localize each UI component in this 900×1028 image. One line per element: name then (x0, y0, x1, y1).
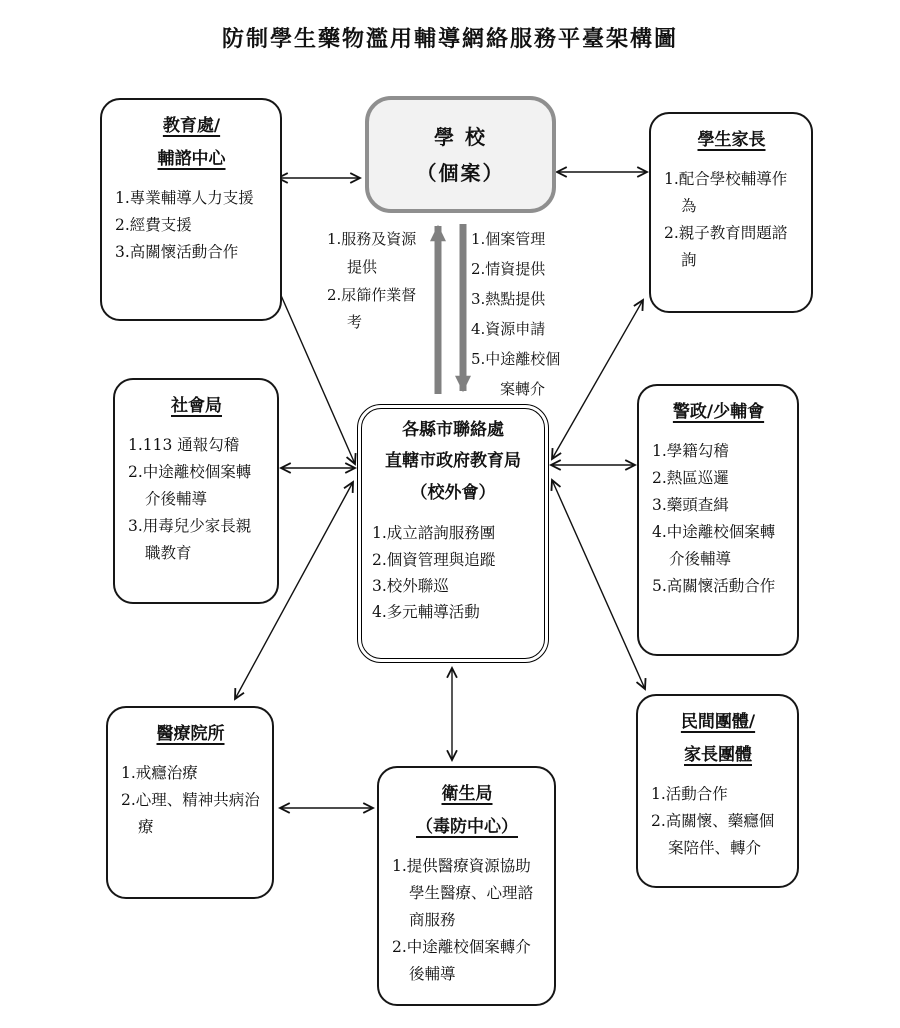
flow-item: 2.情資提供 (471, 260, 546, 278)
page-title: 防制學生藥物濫用輔導網絡服務平臺架構圖 (221, 26, 678, 52)
list-item: 2.中途離校個案轉介後輔導 (392, 938, 531, 984)
list-item: 1.提供醫療資源協助學生醫療、心理諮商服務 (392, 857, 534, 930)
node-title: 輔諮中心 (157, 149, 226, 170)
list-item: 1.配合學校輔導作為 (664, 170, 788, 216)
node-social-bureau (113, 378, 279, 604)
node-title: 社會局 (171, 396, 222, 416)
list-item: 2.經費支援 (115, 216, 192, 235)
arrow-parents-center-diagonal (552, 300, 643, 459)
node-health-bureau (377, 766, 556, 1006)
node-medical-institutions (106, 706, 274, 899)
node-police-juvenile (637, 384, 799, 656)
list-item: 3.用毒兒少家長親職教育 (128, 517, 252, 563)
school-line2: （個案） (416, 160, 505, 185)
list-item: 1.專業輔導人力支援 (115, 189, 254, 208)
node-title: 民間團體/ (680, 712, 756, 732)
flow-label-school-to-center (471, 224, 565, 404)
node-ngo-parent-groups (636, 694, 799, 888)
list-item: 2.親子教育問題諮詢 (664, 224, 788, 270)
list-item: 4.多元輔導活動 (372, 603, 480, 622)
flow-item: 5.中途離校個案轉介 (471, 350, 561, 398)
school-line1: 學 校 (434, 124, 487, 149)
node-title: 教育處/ (162, 116, 221, 136)
node-title: 直轄市政府教育局 (385, 451, 521, 472)
node-education-bureau-center (357, 404, 549, 663)
police-items (652, 438, 785, 600)
list-item: 1.113 通報勾稽 (128, 436, 240, 455)
list-item: 5.高關懷活動合作 (652, 576, 776, 595)
list-item: 2.高關懷、藥癮個案陪伴、轉介 (651, 812, 775, 858)
education-items (115, 185, 268, 266)
flow-label-center-to-school (327, 226, 417, 337)
center-items (372, 520, 534, 625)
list-item: 2.個資管理與追蹤 (372, 550, 496, 569)
node-title: 家長團體 (684, 745, 752, 766)
node-title: 醫療院所 (156, 724, 225, 744)
parents-items (664, 166, 799, 274)
medical-items (121, 760, 260, 841)
node-title: 衛生局 (441, 784, 493, 804)
ngo-items (651, 781, 785, 862)
node-student-parents (649, 112, 813, 313)
node-school (365, 96, 556, 213)
list-item: 2.熱區巡邏 (652, 469, 729, 488)
node-title: 警政/少輔會 (672, 402, 765, 422)
health-items (392, 853, 542, 988)
list-item: 1.學籍勾稽 (652, 442, 729, 461)
list-item: 4.中途離校個案轉介後輔導 (652, 523, 776, 569)
node-education-office (100, 98, 282, 321)
flow-item: 1.服務及資源提供 (327, 230, 417, 276)
list-item: 1.活動合作 (651, 785, 728, 804)
list-item: 1.成立諮詢服務團 (372, 524, 496, 543)
node-title: （校外會） (410, 482, 496, 503)
list-item: 3.校外聯巡 (372, 577, 449, 595)
list-item: 3.高關懷活動合作 (115, 243, 239, 262)
list-item: 2.中途離校個案轉介後輔導 (128, 463, 252, 509)
flow-item: 3.熱點提供 (471, 290, 546, 308)
node-title: 各縣市聯絡處 (402, 420, 504, 440)
list-item: 3.藥頭查緝 (652, 496, 729, 515)
center-node-inner (361, 408, 545, 659)
node-title: 學生家長 (697, 130, 766, 150)
node-title: （毒防中心） (416, 817, 518, 838)
social-items (128, 432, 265, 567)
flow-item: 4.資源申請 (471, 320, 546, 338)
flow-item: 2.尿篩作業督考 (327, 285, 417, 332)
list-item: 1.戒癮治療 (121, 764, 198, 783)
flow-item: 1.個案管理 (471, 230, 546, 248)
list-item: 2.心理、精神共病治療 (121, 791, 260, 837)
arrow-center-ngo-diagonal (552, 480, 645, 689)
